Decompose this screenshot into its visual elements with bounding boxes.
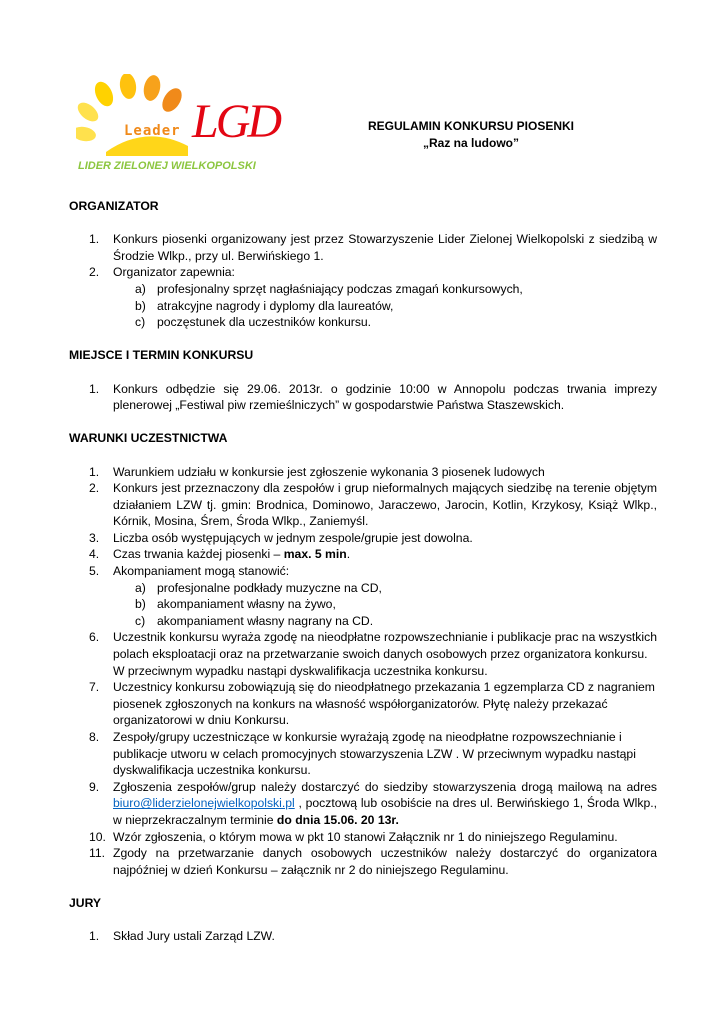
item-number: 4. bbox=[89, 547, 100, 562]
sub-item bbox=[113, 613, 657, 630]
item-text: Zgody na przetwarzanie danych osobowych uczestników należy dostarczyć do organizatora najpóźniej w dzień Konkursu – załącznik nr 2 do niniejszego Regulaminu. bbox=[113, 846, 657, 877]
sub-text: akompaniament własny na żywo, bbox=[157, 597, 336, 612]
list-item bbox=[69, 231, 657, 264]
item-text: Konkurs piosenki organizowany jest przez Stowarzyszenie Lider Zielonej Wielkopolski z siedzibą w Środzie Wlkp., przy ul. Berwińskiego 1. bbox=[113, 232, 657, 263]
sub-letter: a) bbox=[135, 281, 146, 296]
list-item bbox=[69, 381, 657, 414]
section-heading-organizer: ORGANIZATOR bbox=[69, 199, 159, 213]
item-text: Konkurs odbędzie się 29.06. 2013r. o godzinie 10:00 w Annopolu podczas trwania imprezy plenerowej „Festiwal piw rzemieślniczych” w gospodarstwie Państwa Staszewskich. bbox=[113, 381, 657, 413]
sub-letter: c) bbox=[135, 315, 146, 330]
item-number: 2. bbox=[89, 481, 100, 496]
sub-item bbox=[113, 281, 657, 298]
item-text-pre: Czas trwania każdej piosenki – bbox=[113, 547, 284, 562]
sub-item bbox=[113, 596, 657, 613]
item-text: Uczestnicy konkursu zobowiązują się do nieodpłatnego przekazania 1 egzemplarza CD z nagraniem piosenek zgłoszonych na konkurs na własność współorganizatorów. Płytę należy przekazać organizatorowi w dniu Konkursu. bbox=[113, 680, 655, 728]
item-text: Akompaniament mogą stanowić: bbox=[113, 564, 290, 579]
conditions-list bbox=[69, 464, 657, 879]
item-text: Skład Jury ustali Zarząd LZW. bbox=[113, 929, 275, 944]
list-item bbox=[69, 845, 657, 878]
list-item bbox=[69, 264, 657, 330]
item-text: Zespoły/grupy uczestniczące w konkursie wyrażają zgodę na nieodpłatne rozpowszechnianie i publikacje utworu w celach promocyjnych stowarzyszenia LZW . W przeciwnym wypadku nastąpi dyskwalifikacja uczestnika konkursu. bbox=[113, 730, 636, 778]
item-number: 7. bbox=[89, 680, 100, 695]
sub-letter: b) bbox=[135, 597, 146, 612]
item-number: 8. bbox=[89, 730, 100, 744]
sub-list bbox=[113, 281, 657, 331]
item-number: 6. bbox=[89, 630, 100, 645]
item-number: 3. bbox=[89, 530, 100, 545]
list-item bbox=[69, 928, 657, 945]
item-number: 1. bbox=[89, 464, 100, 479]
list-item bbox=[69, 629, 657, 679]
sub-item bbox=[113, 580, 657, 597]
item-text-bold: max. 5 min bbox=[283, 547, 347, 562]
list-item bbox=[69, 464, 657, 481]
list-item bbox=[69, 480, 657, 530]
item-text: Liczba osób występujących w jednym zespole/grupie jest dowolna. bbox=[113, 530, 473, 545]
document-title bbox=[336, 118, 606, 152]
list-item bbox=[69, 779, 657, 829]
place-date-list bbox=[69, 381, 657, 414]
item-number: 1. bbox=[89, 232, 100, 247]
item-number: 1. bbox=[89, 381, 100, 396]
sub-text: akompaniament własny nagrany na CD. bbox=[157, 613, 374, 628]
item-number: 9. bbox=[89, 779, 100, 794]
list-item bbox=[69, 546, 657, 563]
deadline-bold: do dnia 15.06. 20 13r. bbox=[276, 812, 399, 827]
sub-letter: a) bbox=[135, 580, 146, 595]
sub-item bbox=[113, 298, 657, 315]
list-item bbox=[69, 563, 657, 629]
title-line-2: „Raz na ludowo” bbox=[423, 136, 519, 150]
sub-text: profesjonalne podkłady muzyczne na CD, bbox=[157, 580, 382, 595]
list-item bbox=[69, 679, 657, 729]
title-line-1: REGULAMIN KONKURSU PIOSENKI bbox=[367, 119, 574, 133]
section-heading-place-date: MIEJSCE I TERMIN KONKURSU bbox=[69, 348, 254, 363]
item-text: Warunkiem udziału w konkursie jest zgłoszenie wykonania 3 piosenek ludowych bbox=[113, 464, 545, 479]
list-item bbox=[69, 530, 657, 547]
logo-lgd-brand: LGD bbox=[192, 95, 280, 148]
item-text-post: . bbox=[346, 547, 351, 562]
email-link[interactable]: biuro@liderzielonejwielkopolski.pl bbox=[113, 796, 295, 811]
item-text: Uczestnik konkursu wyraża zgodę na nieodpłatne rozpowszechnianie i publikacje prac na wszystkich polach eksploatacji oraz na przetwarzanie swoich danych osobowych przez organizatora konkursu. W przeciwnym wypadku nastąpi dyskwalifikacja uczestnika konkursu. bbox=[113, 630, 657, 678]
item-text: Wzór zgłoszenia, o którym mowa w pkt 10 stanowi Załącznik nr 1 do niniejszego Regulaminu. bbox=[113, 829, 618, 844]
sub-text: profesjonalny sprzęt nagłaśniający podczas zmagań konkursowych, bbox=[157, 281, 523, 296]
sub-letter: b) bbox=[135, 298, 146, 313]
item-text: Organizator zapewnia: bbox=[113, 265, 235, 280]
logo-leader-word: Leader bbox=[124, 123, 181, 139]
section-heading-jury: JURY bbox=[69, 895, 102, 910]
item-number: 10. bbox=[89, 829, 106, 844]
sub-letter: c) bbox=[135, 613, 146, 628]
logo bbox=[76, 74, 281, 176]
item-number: 1. bbox=[89, 929, 100, 944]
item-text-mid: , pocztową lub osobiście na dres ul. Berwińskiego 1, Środa Wlkp., w nieprzekraczalnym terminie bbox=[113, 796, 657, 827]
section-heading-conditions: WARUNKI UCZESTNICTWA bbox=[69, 431, 228, 446]
organizer-list bbox=[69, 231, 657, 331]
logo-subtitle: LIDER ZIELONEJ WIELKOPOLSKI bbox=[78, 160, 256, 172]
item-text: Konkurs jest przeznaczony dla zespołów i grup nieformalnych mających siedzibę na terenie objętym działaniem LZW tj. gmin: Brodnica, Dominowo, Jaraczewo, Jarocin, Kotlin, Krzykosy, Książ Wlkp., Kórnik, Mosina, Śrem, Środa Wlkp., Zaniemyśl. bbox=[113, 481, 657, 529]
sub-item bbox=[113, 314, 657, 331]
item-text-pre: Zgłoszenia zespołów/grup należy dostarczyć do siedziby stowarzyszenia drogą mailową na adres bbox=[113, 779, 657, 794]
sub-text: atrakcyjne nagrody i dyplomy dla laureatów, bbox=[157, 298, 394, 313]
list-item bbox=[69, 829, 657, 846]
item-number: 5. bbox=[89, 564, 100, 579]
jury-list bbox=[69, 928, 657, 945]
sub-list bbox=[113, 580, 657, 630]
list-item bbox=[69, 729, 657, 779]
item-number: 11. bbox=[89, 846, 106, 861]
regulation-body bbox=[69, 198, 657, 945]
sub-text: poczęstunek dla uczestników konkursu. bbox=[157, 315, 372, 330]
item-number: 2. bbox=[89, 265, 100, 280]
